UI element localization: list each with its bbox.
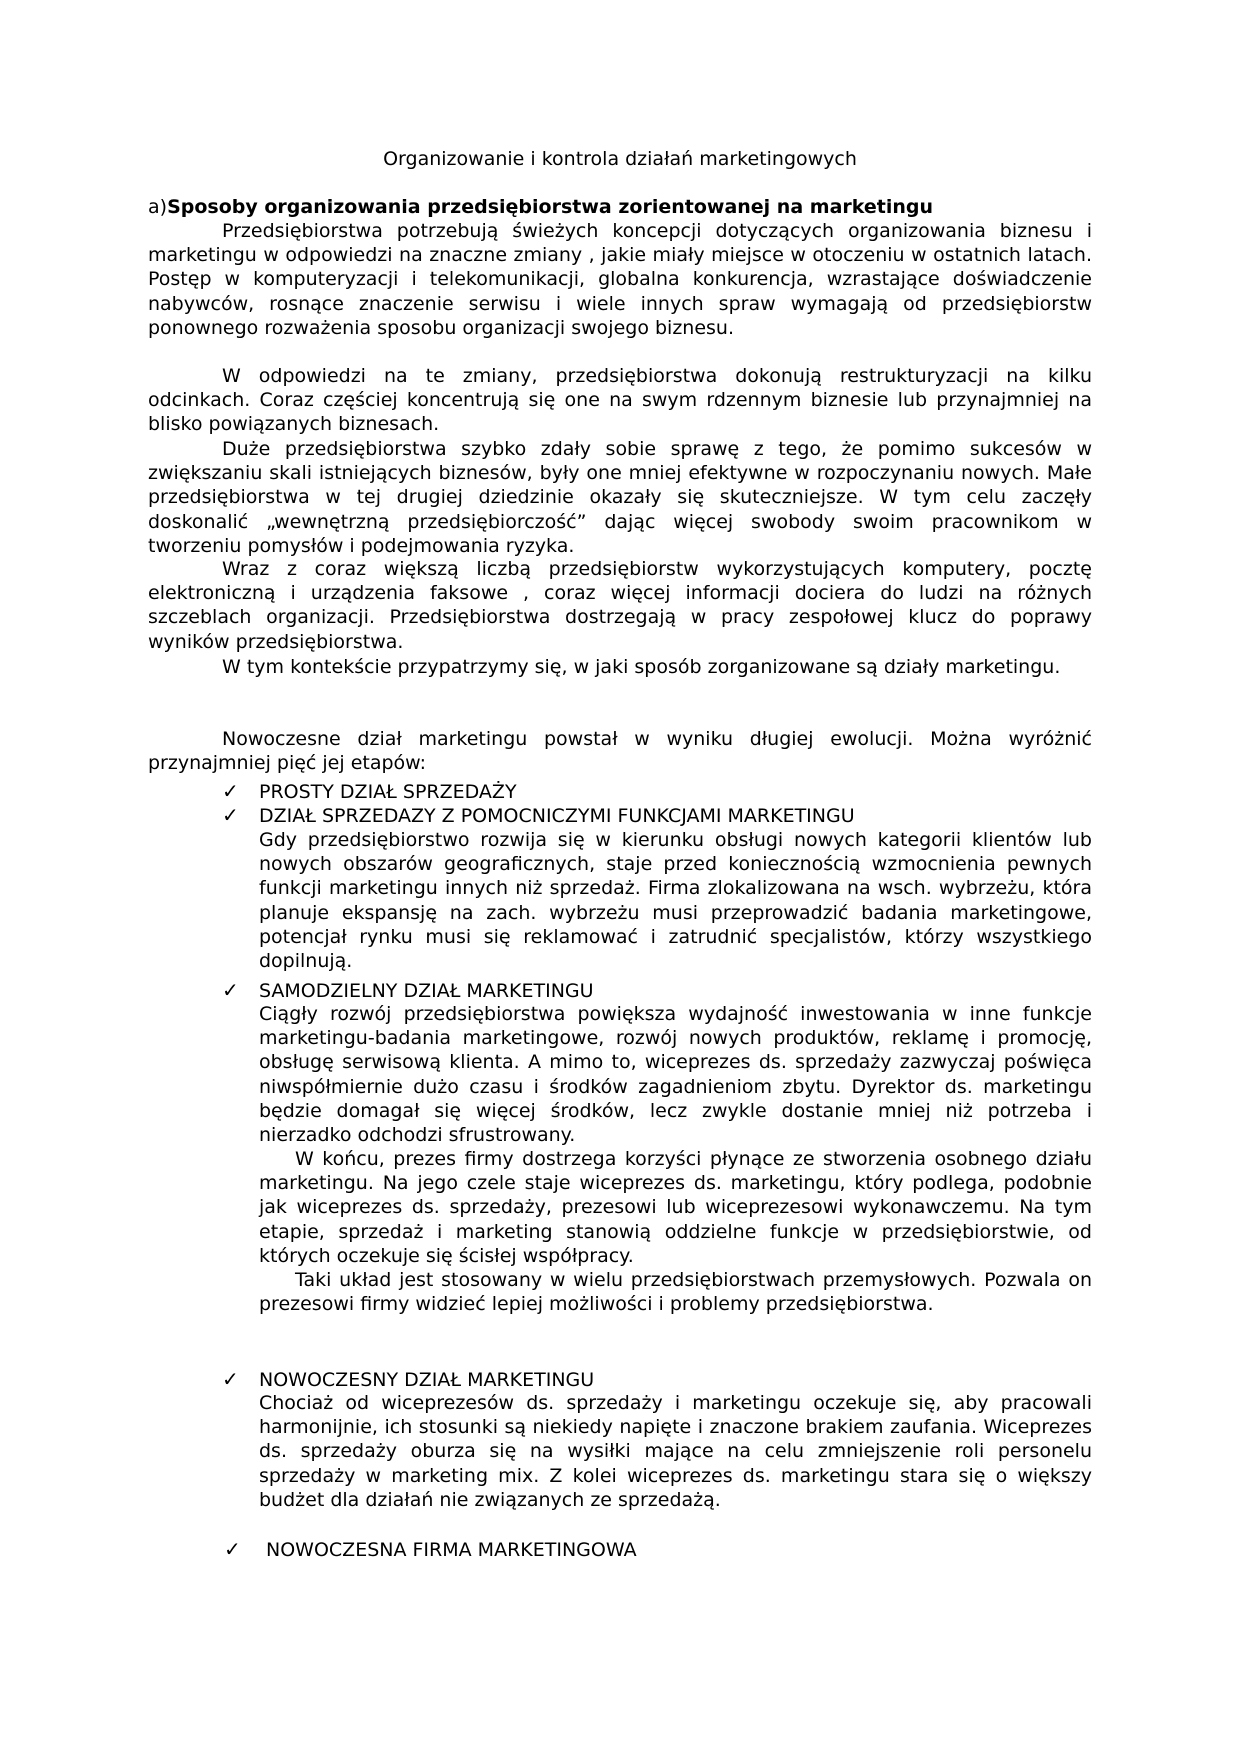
list-item-label: NOWOCZESNY DZIAŁ MARKETINGU bbox=[259, 1369, 595, 1391]
list-item-label: NOWOCZESNA FIRMA MARKETINGOWA bbox=[266, 1539, 637, 1561]
list-item-description: Taki układ jest stosowany w wielu przedsiębiorstwach przemysłowych. Pozwala on prezesowi firmy widzieć lepiej możliwości i problemy przedsiębiorstwa. bbox=[259, 1269, 1092, 1316]
list-item-description: Ciągły rozwój przedsiębiorstwa powiększa wydajność inwestowania w inne funkcje marketingu-badania marketingowe, rozwój nowych produktów, reklamę i promocję, obsługę serwisową klienta. A mimo to, wiceprezes ds. sprzedaży zazwyczaj poświęca niwspółmiernie dużo czasu i środków zagadnieniom zbytu. Dyrektor ds. marketingu będzie domagał się więcej środków, lecz zwykle dostanie mniej niż potrzeba i nierzadko odchodzi sfrustrowany. bbox=[259, 1003, 1092, 1147]
checkmark-icon: ✓ bbox=[222, 779, 239, 803]
list-item bbox=[222, 803, 855, 828]
list-item-label: PROSTY DZIAŁ SPRZEDAŻY bbox=[259, 781, 517, 803]
paragraph-6: Nowoczesne dział marketingu powstał w wyniku długiej ewolucji. Można wyróżnić przynajmniej pięć jej etapów: bbox=[148, 728, 1092, 775]
list-item bbox=[224, 1537, 637, 1562]
section-heading-prefix: a) bbox=[148, 196, 168, 218]
paragraph-5: W tym kontekście przypatrzymy się, w jaki sposób zorganizowane są działy marketingu. bbox=[222, 656, 1061, 678]
checkmark-icon: ✓ bbox=[222, 978, 239, 1002]
paragraph-2: W odpowiedzi na te zmiany, przedsiębiorstwa dokonują restrukturyzacji na kilku odcinkach. Coraz częściej koncentrują się one na swym rdzennym biznesie lub przynajmniej na blisko powiązanych biznesach. bbox=[148, 365, 1092, 436]
list-item-description: Chociaż od wiceprezesów ds. sprzedaży i marketingu oczekuje się, aby pracowali harmonijnie, ich stosunki są niekiedy napięte i znaczone brakiem zaufania. Wiceprezes ds. sprzedaży oburza się na wysiłki mające na celu zmniejszenie roli personelu sprzedaży w marketing mix. Z kolei wiceprezes ds. marketingu stara się o większy budżet dla działań nie związanych ze sprzedażą. bbox=[259, 1392, 1092, 1511]
list-item-label: SAMODZIELNY DZIAŁ MARKETINGU bbox=[259, 980, 594, 1002]
list-item bbox=[222, 779, 517, 804]
document-title: Organizowanie i kontrola działań marketingowych bbox=[383, 148, 857, 170]
checkmark-icon: ✓ bbox=[222, 1367, 239, 1391]
list-item bbox=[222, 978, 594, 1003]
list-item-label: DZIAŁ SPRZEDAZY Z POMOCNICZYMI FUNKCJAMI MARKETINGU bbox=[259, 805, 855, 827]
list-item-description: W końcu, prezes firmy dostrzega korzyści płynące ze stworzenia osobnego działu marketingu. Na jego czele staje wiceprezes ds. marketingu, który podlega, podobnie jak wiceprezes ds. sprzedaży, prezesowi lub wiceprezesowi wykonawczemu. Na tym etapie, sprzedaż i marketing stanowią oddzielne funkcje w przedsiębiorstwie, od których oczekuje się ścisłej współpracy. bbox=[259, 1148, 1092, 1267]
paragraph-3: Duże przedsiębiorstwa szybko zdały sobie sprawę z tego, że pomimo sukcesów w zwiększaniu skali istniejących biznesów, były one mniej efektywne w rozpoczynaniu nowych. Małe przedsiębiorstwa w tej drugiej dziedzinie okazały się skuteczniejsze. W tym celu zaczęły doskonalić „wewnętrzną przedsiębiorczość” dając więcej swobody swoim pracownikom w tworzeniu pomysłów i podejmowania ryzyka. bbox=[148, 438, 1092, 557]
section-heading bbox=[148, 195, 933, 219]
list-item-description: Gdy przedsiębiorstwo rozwija się w kierunku obsługi nowych kategorii klientów lub nowych obszarów geograficznych, staje przed koniecznością wzmocnienia pewnych funkcji marketingu innych niż sprzedaż. Firma zlokalizowana na wsch. wybrzeżu, która planuje ekspansję na zach. wybrzeżu musi przeprowadzić badania marketingowe, potencjał rynku musi się reklamować i zatrudnić specjalistów, którzy wszystkiego dopilnują. bbox=[259, 829, 1092, 973]
checkmark-icon: ✓ bbox=[224, 1537, 241, 1561]
paragraph-4: Wraz z coraz większą liczbą przedsiębiorstw wykorzystujących komputery, pocztę elektroniczną i urządzenia faksowe , coraz więcej informacji dociera do ludzi na różnych szczeblach organizacji. Przedsiębiorstwa dostrzegają w pracy zespołowej klucz do poprawy wyników przedsiębiorstwa. bbox=[148, 558, 1092, 653]
section-heading-text: Sposoby organizowania przedsiębiorstwa zorientowanej na marketingu bbox=[167, 196, 934, 218]
checkmark-icon: ✓ bbox=[222, 803, 239, 827]
paragraph-1: Przedsiębiorstwa potrzebują świeżych koncepcji dotyczących organizowania biznesu i marketingu w odpowiedzi na znaczne zmiany , jakie miały miejsce w otoczeniu w ostatnich latach. Postęp w komputeryzacji i telekomunikacji, globalna konkurencja, wzrastające doświadczenie nabywców, rosnące znaczenie serwisu i wiele innych spraw wymagają od przedsiębiorstw ponownego rozważenia sposobu organizacji swojego biznesu. bbox=[148, 220, 1092, 339]
list-item bbox=[222, 1367, 594, 1392]
